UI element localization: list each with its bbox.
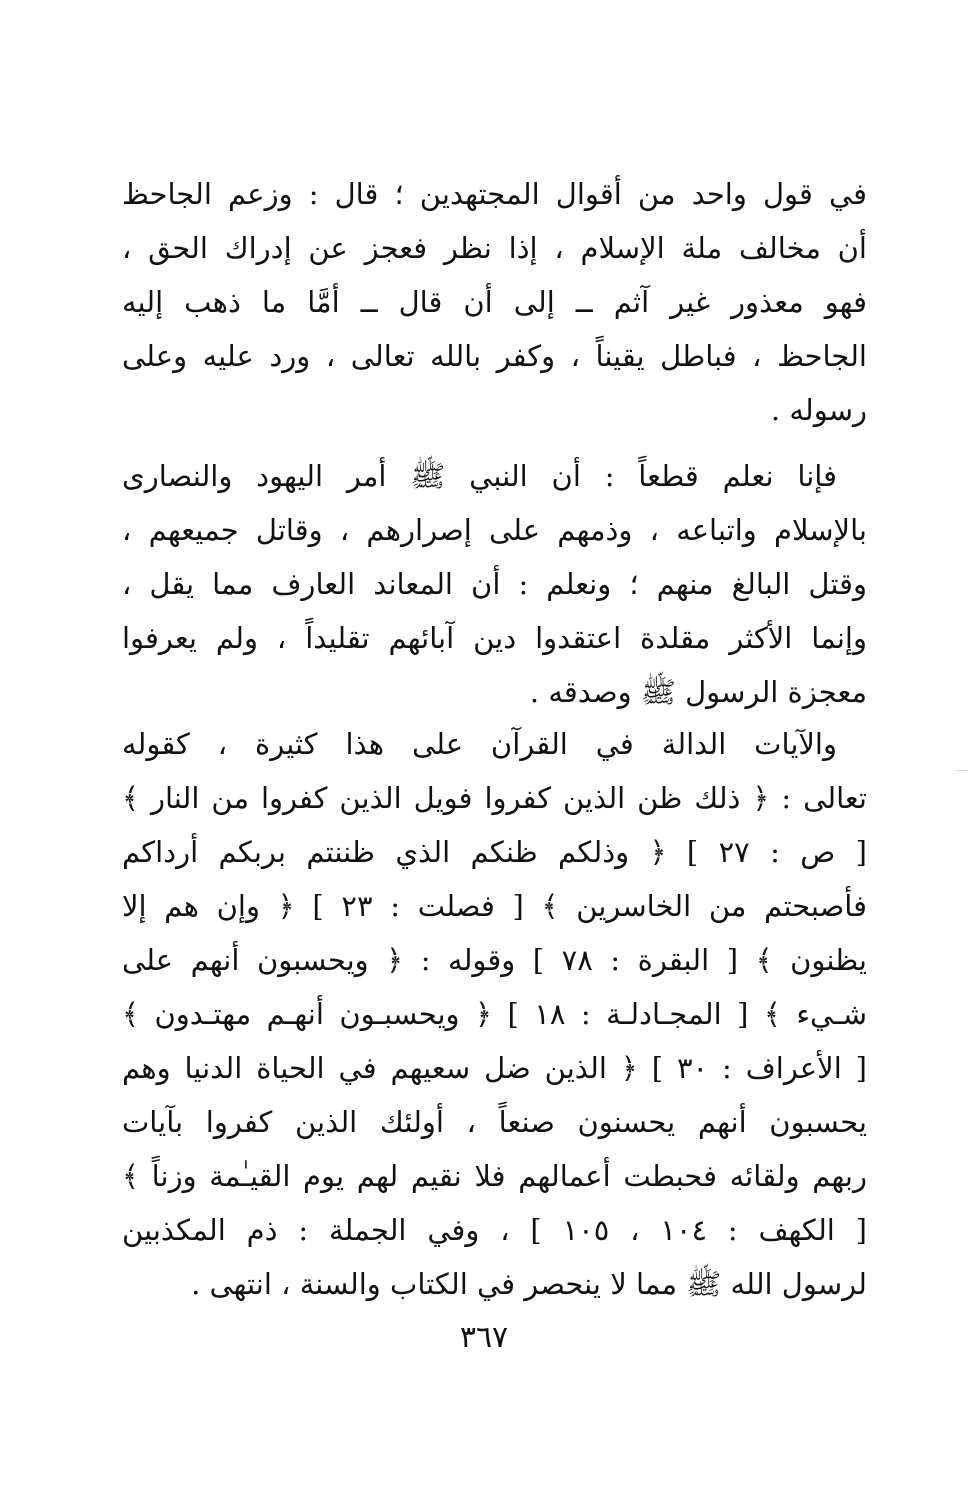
text-line: فهو معذور غير آثم ــ إلى أن قال ــ أمَّا ما ذهب إليه — [122, 285, 867, 319]
page-number: ٣٦٧ — [459, 1320, 509, 1355]
paragraph — [122, 717, 867, 1311]
text-line: في قول واحد من أقوال المجتهدين ؛ قال : وزعم الجاحظ — [122, 177, 867, 211]
text-line: الجاحظ ، فباطل يقيناً ، وكفر بالله تعالى ، ورد عليه وعلى — [122, 339, 867, 373]
text-line: معجزة الرسول ﷺ وصدقه . — [529, 675, 867, 709]
text-line: [ ص : ٢٧ ] ﴿ وذلكم ظنكم الذي ظننتم بربكم أرداكم — [122, 835, 867, 869]
text-line: فأصبحتم من الخاسرين ﴾ [ فصلت : ٢٣ ] ﴿ وإن هم إلا — [122, 889, 867, 923]
text-line: بالإسلام واتباعه ، وذمهم على إصرارهم ، وقاتل جميعهم ، — [122, 513, 867, 547]
text-line: رسوله . — [770, 393, 867, 427]
text-line: والآيات الدالة في القرآن على هذا كثيرة ، كقوله — [122, 727, 837, 761]
text-line: يظنون ﴾ [ البقرة : ٧٨ ] وقوله : ﴿ ويحسبون أنهم على — [122, 943, 867, 977]
text-line: [ الكهف : ١٠٤ ، ١٠٥ ] ، وفي الجملة : ذم المكذبين — [122, 1213, 867, 1247]
text-line: يحسبون أنهم يحسنون صنعاً ، أولئك الذين كفروا بآيات — [122, 1105, 867, 1139]
paragraph — [122, 167, 867, 437]
text-line: تعالى : ﴿ ذلك ظن الذين كفروا فويل الذين كفروا من النار ﴾ — [122, 781, 867, 815]
text-line: ربهم ولقائه فحبطت أعمالهم فلا نقيم لهم يوم القيـٰمة وزناً ﴾ — [122, 1159, 867, 1193]
text-line: فإنا نعلم قطعاً : أن النبي ﷺ أمر اليهود والنصارى — [122, 459, 837, 493]
paragraph — [122, 449, 867, 719]
text-line: [ الأعراف : ٣٠ ] ﴿ الذين ضل سعيهم في الحياة الدنيا وهم — [122, 1051, 867, 1085]
text-line: أن مخالف ملة الإسلام ، إذا نظر فعجز عن إدراك الحق ، — [122, 231, 867, 265]
text-line: وقتل البالغ منهم ؛ ونعلم : أن المعاند العارف مما يقل ، — [122, 567, 867, 601]
text-line: وإنما الأكثر مقلدة اعتقدوا دين آبائهم تقليداً ، ولم يعرفوا — [122, 621, 867, 655]
text-line: شـيء ﴾ [ المجـادلـة : ١٨ ] ﴿ ويحسبـون أنهـم مهتـدون ﴾ — [122, 997, 867, 1031]
margin-mark — [956, 770, 968, 771]
text-line: لرسول الله ﷺ مما لا ينحصر في الكتاب والسنة ، انتهى . — [191, 1267, 867, 1301]
